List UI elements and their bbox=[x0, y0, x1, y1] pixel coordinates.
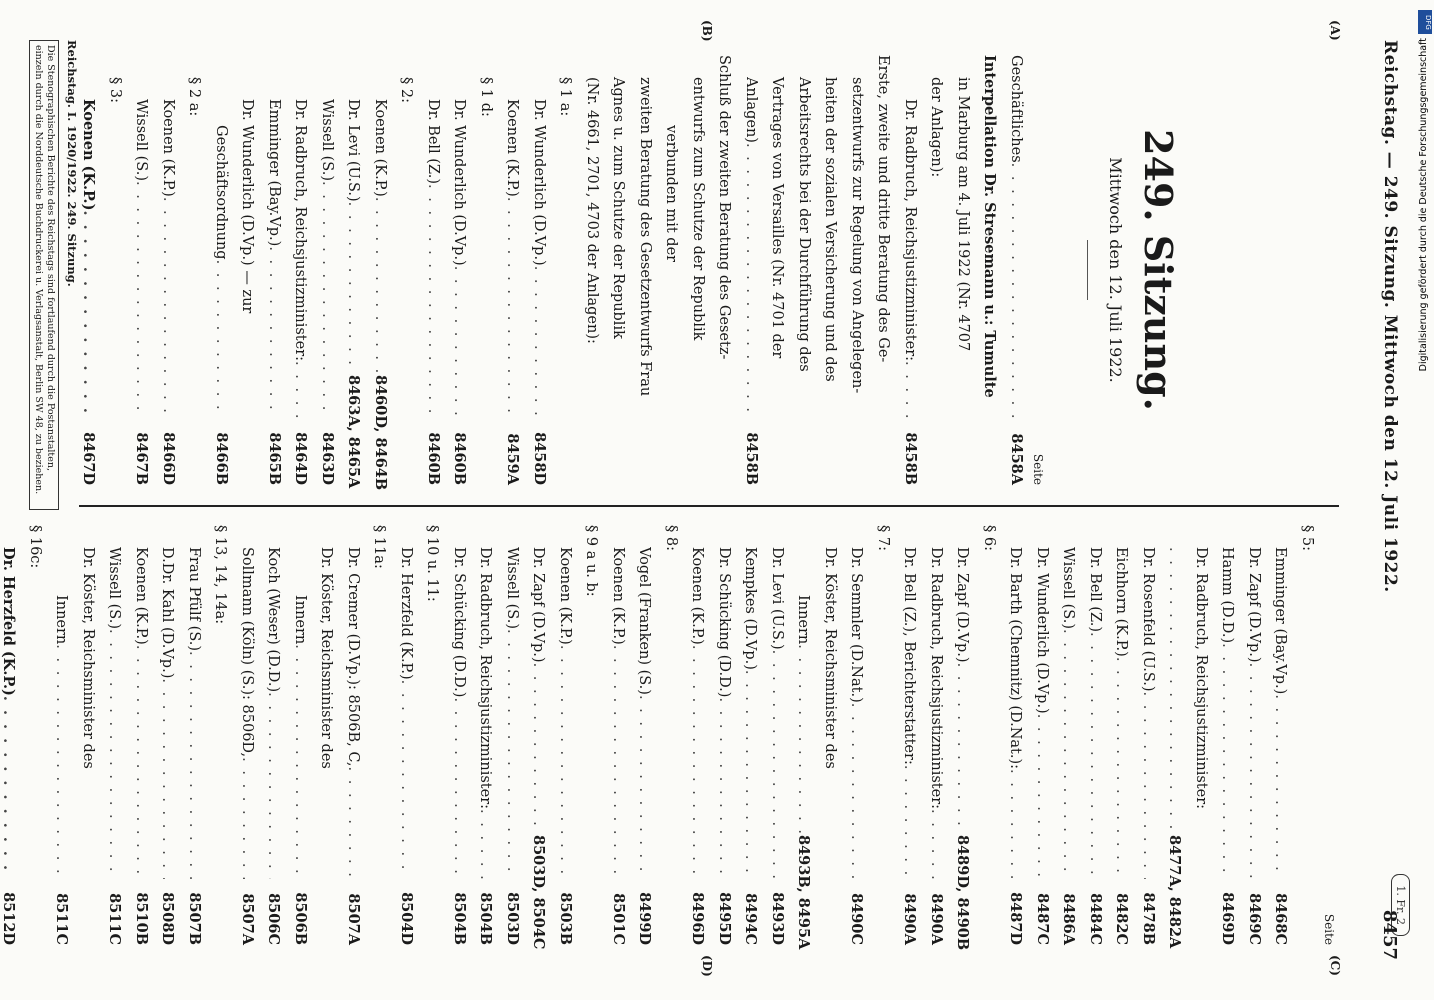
toc-entry: Emminger (Bay.Vp.) . . . 8468C bbox=[1267, 525, 1294, 945]
column-mark-d: (D) bbox=[700, 955, 714, 977]
section-heading: § 2 a: bbox=[186, 77, 203, 117]
toc-entry: Dr. Wunderlich (D.Vp.) . . . 8458D bbox=[526, 55, 553, 485]
page-footer bbox=[29, 40, 79, 510]
session-title: 249. Sitzung. bbox=[1136, 129, 1181, 411]
toc-entry: Sollmann (Köln) (S.): 8506D, . . . 8507A bbox=[234, 525, 261, 945]
toc-entry: Dr. Schücking (D.D.) . . . 8504B bbox=[446, 525, 473, 945]
toc-entry: Dr. Semmler (D.Nat.) . . . 8490C bbox=[843, 525, 870, 945]
toc-entry: Dr. Wunderlich (D.Vp.) — zur bbox=[239, 99, 256, 314]
dfg-logo: DFG bbox=[1418, 10, 1432, 34]
toc-entry: Interpellation Dr. Stresemann u.: Tumulte bbox=[981, 55, 999, 398]
toc-entry: Dr. Herzfeld (K.P.) . . . 8504D bbox=[393, 525, 420, 945]
toc-entry: Dr. Zapf (D.Vp.) . . . 8503D, 8504C bbox=[525, 525, 552, 945]
toc-entry: Dr. Wunderlich (D.Vp.) . . . 8487C bbox=[1029, 525, 1056, 945]
page-header bbox=[1366, 40, 1406, 960]
toc-entry: Agnes u. zum Schutze der Republik bbox=[610, 77, 627, 339]
toc-entry: Arbeitsrechts bei der Durchführung des bbox=[796, 77, 812, 372]
seite-label: Seite bbox=[1322, 913, 1336, 945]
toc-entry: Dr. Bell (Z.) . . . 8484C bbox=[1082, 525, 1109, 945]
section-heading: § 5: bbox=[1299, 525, 1315, 551]
toc-entry: der Anlagen): bbox=[928, 77, 945, 178]
section-heading: § 7: bbox=[875, 525, 891, 551]
toc-entry: Dr. Radbruch, Reichsjustizminister: . . . 8464D bbox=[287, 55, 314, 485]
toc-entry: Emminger (Bay.Vp.) . . . 8465B bbox=[261, 55, 288, 485]
toc-entry: Koenen (K.P.) . . . 8503B bbox=[552, 525, 579, 945]
toc-entry: entwurfs zum Schutze der Republik bbox=[690, 77, 706, 341]
toc-entry: Dr. Köster, Reichsminister des bbox=[80, 547, 96, 769]
toc-entry: Koenen (K.P.) . . . 8459A bbox=[499, 55, 526, 485]
toc-entry: Erste, zweite und dritte Beratung des Ge- bbox=[875, 55, 892, 363]
session-date: Mittwoch den 12. Juli 1922. bbox=[1106, 157, 1125, 383]
toc-entry: Dr. Barth (Chemnitz) (D.Nat.): . . . 8487D bbox=[1002, 525, 1029, 945]
toc-entry: setzentwurfs zur Regelung von Angelegen- bbox=[849, 77, 865, 394]
toc-entry: Dr. Radbruch, Reichsjustizminister: . . . 8458B bbox=[897, 55, 924, 485]
toc-entry: Kempkes (D.Vp.) . . . 8494C bbox=[737, 525, 764, 945]
toc-entry: Vogel (Franken) (S.) . . . 8499D bbox=[631, 525, 658, 945]
section-heading: § 6: bbox=[981, 525, 997, 551]
page-number: 8457 bbox=[1379, 909, 1400, 960]
footer-imprint: Die Stenographischen Berichte des Reichstags sind fortlaufend durch die Postanstalten, einzeln durch die Norddeutsche Buchdruckerei u. Verlagsanstalt, Berlin SW 48, zu beziehen. bbox=[29, 40, 59, 510]
toc-entry: Koch (Weser) (D.D.) . . . 8506C bbox=[260, 525, 287, 945]
toc-entry: Frau Pfülf (S.) . . . 8507B bbox=[181, 525, 208, 945]
section-heading: § 3: bbox=[107, 77, 123, 103]
section-heading: § 8: bbox=[663, 525, 679, 551]
toc-entry: Dr. Cremer (D.Vp.): 8506B, C, . . . 8507A bbox=[340, 525, 367, 945]
section-heading: § 16c: bbox=[27, 525, 43, 569]
toc-entry: Eichhorn (K.P.) . . . 8482C bbox=[1108, 525, 1135, 945]
archive-stamp: 1. Fr. 2 bbox=[1391, 874, 1410, 936]
section-heading: § 13, 14, 14a: bbox=[212, 525, 229, 625]
toc-entry: Koenen (K.P.) . . . 8510B bbox=[128, 525, 155, 945]
toc-entry: Koenen (K.P.) . . . 8460D, 8464B bbox=[367, 55, 394, 485]
toc-entry: Koenen (K.P.) . . . 8467D bbox=[75, 55, 102, 485]
toc-entry: heiten der sozialen Versicherung und des bbox=[822, 77, 839, 382]
section-heading: § 1 d: bbox=[478, 77, 494, 117]
title-rule bbox=[1087, 240, 1088, 300]
section-heading: § 2: bbox=[398, 77, 415, 103]
toc-entry: Dr. Bell (Z.), Berichterstatter: . . . 8490A bbox=[896, 525, 923, 945]
toc-entry: Wissell (S.) . . . 8467B bbox=[128, 55, 155, 485]
toc-entry: Dr. Herzfeld (K.P.) . . . 8512D bbox=[0, 525, 22, 945]
column-mark-c: (C) bbox=[1328, 955, 1342, 976]
running-head: Reichstag. — 249. Sitzung. Mittwoch den 12. Juli 1922. bbox=[1380, 40, 1400, 593]
toc-entry: Dr. Schücking (D.D.) . . . 8495D bbox=[711, 525, 738, 945]
toc-entry: Dr. Köster, Reichsminister des bbox=[318, 547, 335, 769]
toc-entry: Dr. Radbruch, Reichsjustizminister: . . . 8490A bbox=[923, 525, 950, 945]
toc-entry: Innern . . . 8506B bbox=[287, 525, 314, 945]
toc-entry: Wissell (S.) . . . 8486A bbox=[1055, 525, 1082, 945]
toc-entry: Hamm (D.D.) . . . 8469D bbox=[1214, 525, 1241, 945]
column-mark-a: (A) bbox=[1328, 20, 1342, 41]
toc-entry: Wissell (S.) . . . 8463D bbox=[314, 55, 341, 485]
section-heading: § 1 a: bbox=[557, 77, 574, 117]
toc-entry: Wissell (S.) . . . 8511C bbox=[101, 525, 128, 945]
toc-entry: Dr. Bell (Z.) . . . 8460B bbox=[420, 55, 447, 485]
toc-entry: Anlagen) . . . 8458B bbox=[738, 55, 765, 485]
toc-entry: zweiten Beratung des Gesetzentwurfs Frau bbox=[637, 77, 653, 397]
column-divider bbox=[79, 505, 1339, 507]
toc-entry: Innern . . . 8511C bbox=[48, 525, 75, 945]
left-column bbox=[75, 55, 1338, 491]
funding-note: Digitalisierung gefördert durch die Deutsche Forschungsgemeinschaft bbox=[1418, 38, 1429, 372]
toc-entry: Dr. Wunderlich (D.Vp.) . . . 8460B bbox=[446, 55, 473, 485]
toc-entry: (Nr. 4661, 2701, 4703 der Anlagen): bbox=[584, 77, 600, 344]
toc-entry: Dr. Levi (U.S.) . . . 8493D bbox=[764, 525, 791, 945]
toc-entry: Dr. Köster, Reichsminister des bbox=[822, 547, 838, 769]
toc-entry: Schluß der zweiten Beratung des Gesetz- bbox=[716, 55, 733, 360]
toc-entry: Koenen (K.P.) . . . 8496D bbox=[684, 525, 711, 945]
footer-citation: Reichstag. I. 1920/1922. 249. Sitzung. bbox=[65, 40, 79, 287]
toc-entry: Wissell (S.) . . . 8503D bbox=[499, 525, 526, 945]
toc-entry: D.Dr. Kahl (D.Vp.) . . . 8508D bbox=[154, 525, 181, 945]
toc-entry: Koenen (K.P.) . . . 8466D bbox=[155, 55, 182, 485]
toc-entry: Vertrages von Versailles (Nr. 4701 der bbox=[769, 77, 786, 359]
toc-entry: Geschäftsordnung . . . 8466B bbox=[208, 55, 235, 485]
toc-entry: Dr. Radbruch, Reichsjustizminister: bbox=[1193, 547, 1209, 810]
toc-entry: Dr. Zapf (D.Vp.) . . . 8489D, 8490B bbox=[949, 525, 976, 945]
toc-entry: Dr. Zapf (D.Vp.) . . . 8469C bbox=[1241, 525, 1268, 945]
toc-entry: in Marburg am 4. Juli 1922 (Nr. 4707 bbox=[955, 77, 971, 352]
toc-entry: Geschäftliches . . . 8458A bbox=[1003, 55, 1030, 485]
toc-entry: Koenen (K.P.) . . . 8501C bbox=[605, 525, 632, 945]
section-heading: § 9 a u. b: bbox=[583, 525, 600, 597]
right-column bbox=[0, 525, 1338, 951]
seite-label: Seite bbox=[1031, 453, 1045, 485]
toc-entry: Dr. Radbruch, Reichsjustizminister: . . . 8504B bbox=[472, 525, 499, 945]
digitization-sidebar bbox=[1418, 10, 1434, 990]
section-heading: § 11a: bbox=[371, 525, 388, 569]
column-mark-b: (B) bbox=[700, 20, 714, 42]
toc-entry: . . . 8477A, 8482A bbox=[1161, 525, 1188, 945]
toc-entry: verbunden mit der bbox=[663, 125, 680, 263]
toc-entry: Innern . . . 8493B, 8495A bbox=[790, 525, 817, 945]
toc-entry: Dr. Levi (U.S.) . . . 8463A, 8465A bbox=[340, 55, 367, 485]
toc-entry: Dr. Rosenfeld (U.S.) . . . 8478B bbox=[1135, 525, 1162, 945]
section-heading: § 10 u. 11: bbox=[424, 525, 441, 602]
